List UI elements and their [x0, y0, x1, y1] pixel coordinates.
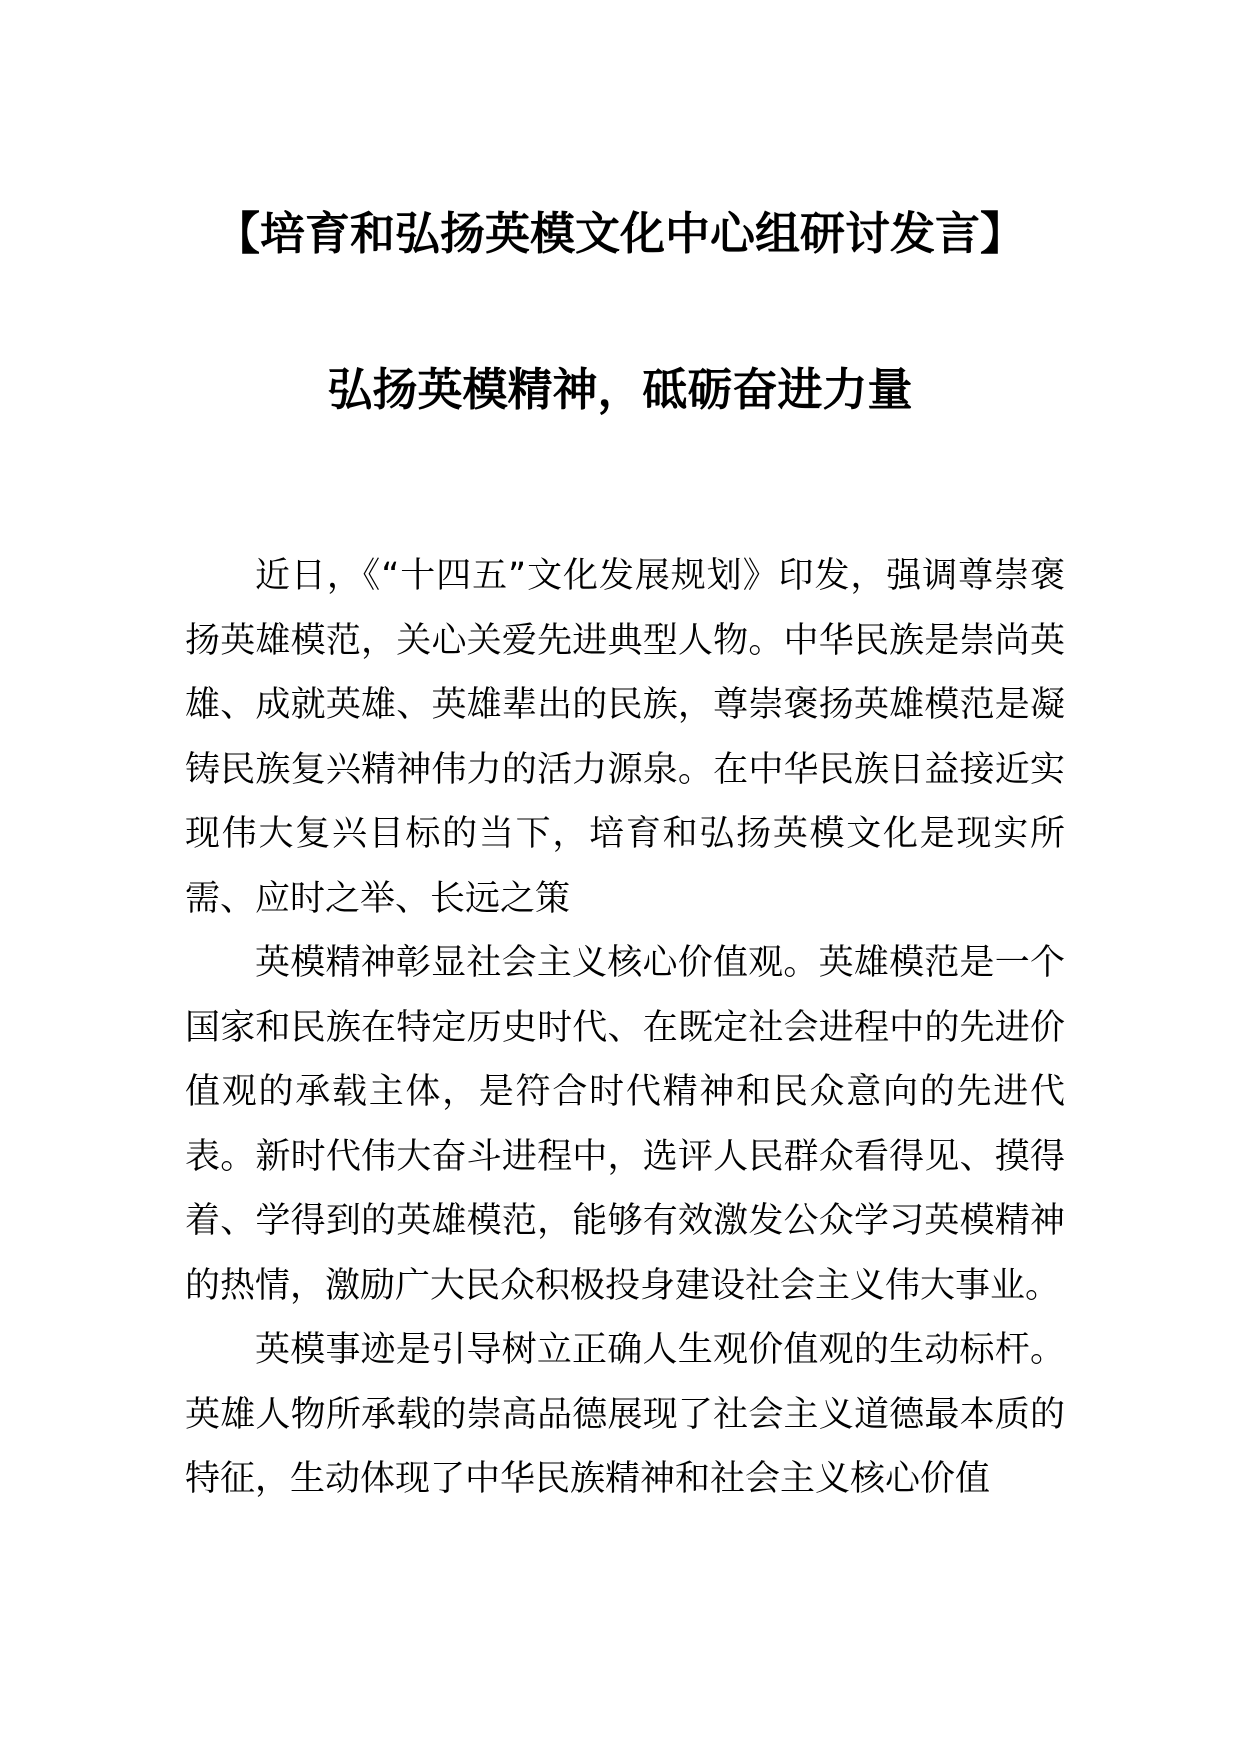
- document-title: 【培育和弘扬英模文化中心组研讨发言】: [214, 207, 1025, 260]
- paragraph-1: 近日，《“十四五”文化发展规划》印发，强调尊崇褒扬英雄模范，关心关爱先进典型人物。中华民族是崇尚英雄、成就英雄、英雄辈出的民族，尊崇褒扬英雄模范是凝铸民族复兴精神伟力的活力源泉。在中华民族日益接近实现伟大复兴目标的当下，培育和弘扬英模文化是现实所需、应时之举、长远之策: [185, 556, 1065, 919]
- document-body: [185, 544, 1065, 1512]
- paragraph-2: 英模精神彰显社会主义核心价值观。英雄模范是一个国家和民族在特定历史时代、在既定社会进程中的先进价值观的承载主体，是符合时代精神和民众意向的先进代表。新时代伟大奋斗进程中，选评人民群众看得见、摸得着、学得到的英雄模范，能够有效激发公众学习英模精神的热情，激励广大民众积极投身建设社会主义伟大事业。: [185, 943, 1065, 1306]
- paragraph-3: 英模事迹是引导树立正确人生观价值观的生动标杆。英雄人物所承载的崇高品德展现了社会主义道德最本质的特征，生动体现了中华民族精神和社会主义核心价值: [185, 1330, 1065, 1499]
- document-subtitle: 弘扬英模精神，砥砺奋进力量: [327, 363, 913, 416]
